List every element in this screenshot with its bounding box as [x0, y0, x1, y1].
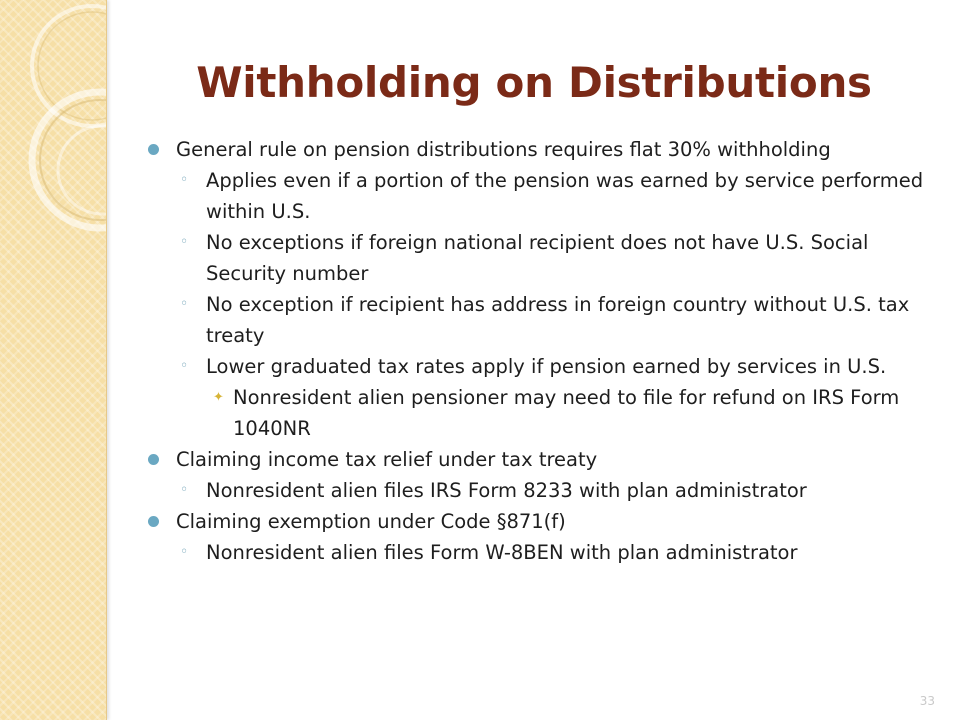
decorative-circles: [0, 0, 106, 300]
bullet-text: General rule on pension distributions requires flat 30% withholding: [176, 138, 831, 161]
ring-bullet-icon: ◦: [180, 544, 189, 560]
sub-sub-bullet-item: [213, 382, 928, 444]
bullet-list: [148, 134, 928, 568]
sub-bullet-text: No exceptions if foreign national recipient does not have U.S. Social Security number: [206, 231, 869, 285]
sub-bullet-item: [180, 165, 928, 227]
sub-bullet-item: [180, 475, 928, 506]
bullet-item: [148, 444, 928, 475]
sub-bullet-item: [180, 289, 928, 351]
bullet-dot-icon: [148, 454, 159, 465]
sub-bullet-text: Nonresident alien files Form W-8BEN with plan administrator: [206, 541, 798, 564]
bullet-text: Claiming exemption under Code §871(f): [176, 510, 566, 533]
sub-sub-bullet-text: Nonresident alien pensioner may need to file for refund on IRS Form 1040NR: [233, 386, 900, 440]
ring-bullet-icon: ◦: [180, 482, 189, 498]
slide-title: Withholding on Distributions: [196, 58, 872, 107]
sub-bullet-text: No exception if recipient has address in foreign country without U.S. tax treaty: [206, 293, 910, 347]
ring-bullet-icon: ◦: [180, 234, 189, 250]
sub-bullet-text: Lower graduated tax rates apply if pension earned by services in U.S.: [206, 355, 887, 378]
bullet-dot-icon: [148, 516, 159, 527]
page-number: 33: [919, 694, 935, 708]
sub-bullet-item: [180, 537, 928, 568]
sub-bullet-item: [180, 351, 928, 382]
ring-bullet-icon: ◦: [180, 172, 189, 188]
ring-bullet-icon: ◦: [180, 296, 189, 312]
star-bullet-icon: ✦: [213, 390, 224, 405]
sub-bullet-text: Applies even if a portion of the pension was earned by service performed within U.S.: [206, 169, 924, 223]
bullet-text: Claiming income tax relief under tax treaty: [176, 448, 598, 471]
bullet-item: [148, 134, 928, 165]
decorative-side-band: [0, 0, 107, 720]
sub-bullet-text: Nonresident alien files IRS Form 8233 with plan administrator: [206, 479, 807, 502]
bullet-dot-icon: [148, 144, 159, 155]
sub-bullet-item: [180, 227, 928, 289]
ring-bullet-icon: ◦: [180, 358, 189, 374]
bullet-item: [148, 506, 928, 537]
